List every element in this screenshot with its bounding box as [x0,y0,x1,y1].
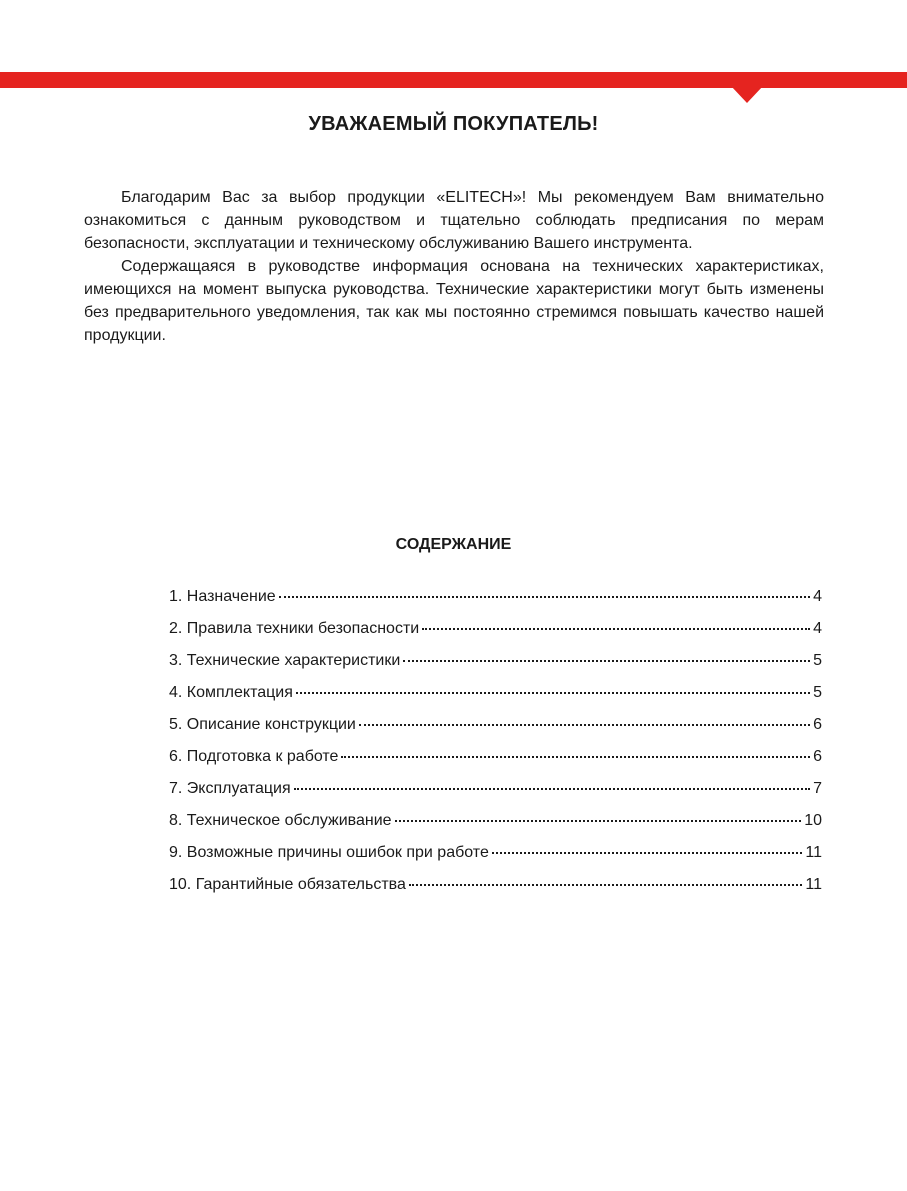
toc-item-page: 5 [813,684,822,701]
toc-leader-dots [296,692,810,694]
page-title: УВАЖАЕМЫЙ ПОКУПАТЕЛЬ! [308,113,599,135]
toc-item[interactable] [169,780,822,812]
toc-item[interactable] [169,588,822,620]
toc-item[interactable] [169,684,822,716]
toc-item[interactable] [169,716,822,748]
toc-item-page: 6 [813,748,822,765]
toc-leader-dots [359,724,810,726]
header-red-band [0,72,907,88]
toc-item-label: 2. Правила техники безопасности [169,620,420,637]
intro-text [84,186,824,347]
toc-item-page: 10 [804,812,822,829]
toc-item-page: 7 [813,780,822,797]
toc-item-label: 10. Гарантийные обязательства [169,876,406,893]
toc-leader-dots [395,820,802,822]
toc-leader-dots [279,596,810,598]
toc-item-label: 7. Эксплуатация [169,780,291,797]
toc-item-label: 9. Возможные причины ошибок при работе [169,844,489,861]
toc-heading: СОДЕРЖАНИЕ [395,536,512,553]
toc-item-label: 6. Подготовка к работе [169,748,339,765]
toc-item[interactable] [169,876,822,908]
toc-item[interactable] [169,844,822,876]
toc-leader-dots [409,884,803,886]
toc-item[interactable] [169,748,822,780]
toc-item-label: 5. Описание конструкции [169,716,356,733]
toc-leader-dots [294,788,810,790]
toc-item-page: 6 [813,716,822,733]
toc-leader-dots [422,628,810,630]
toc-leader-dots [492,852,803,854]
toc-item-page: 11 [805,876,822,893]
toc-leader-dots [403,660,810,662]
toc-item-label: 1. Назначение [169,588,276,605]
toc-item-label: 4. Комплектация [169,684,293,701]
table-of-contents [169,588,822,908]
toc-item[interactable] [169,620,822,652]
toc-item-label: 3. Технические характеристики [169,652,401,669]
toc-item[interactable] [169,812,822,844]
header-notch-marker [731,86,763,103]
intro-paragraph: Содержащаяся в руководстве информация основана на технических характеристиках, имеющихся на момент выпуска руководства. Технические характеристики могут быть изменены без предварительного уведомления, так как мы постоянно стремимся повышать качество нашей продукции. [84,258,824,344]
toc-item[interactable] [169,652,822,684]
toc-item-page: 5 [813,652,822,669]
toc-item-page: 4 [813,588,822,605]
intro-paragraph: Благодарим Вас за выбор продукции «ELITECH»! Мы рекомендуем Вам внимательно ознакомиться с данным руководством и тщательно соблюдать предписания по мерам безопасности, эксплуатации и техническому обслуживанию Вашего инструмента. [84,189,824,252]
toc-item-label: 8. Техническое обслуживание [169,812,392,829]
toc-item-page: 11 [805,844,822,861]
toc-item-page: 4 [813,620,822,637]
toc-leader-dots [341,756,810,758]
